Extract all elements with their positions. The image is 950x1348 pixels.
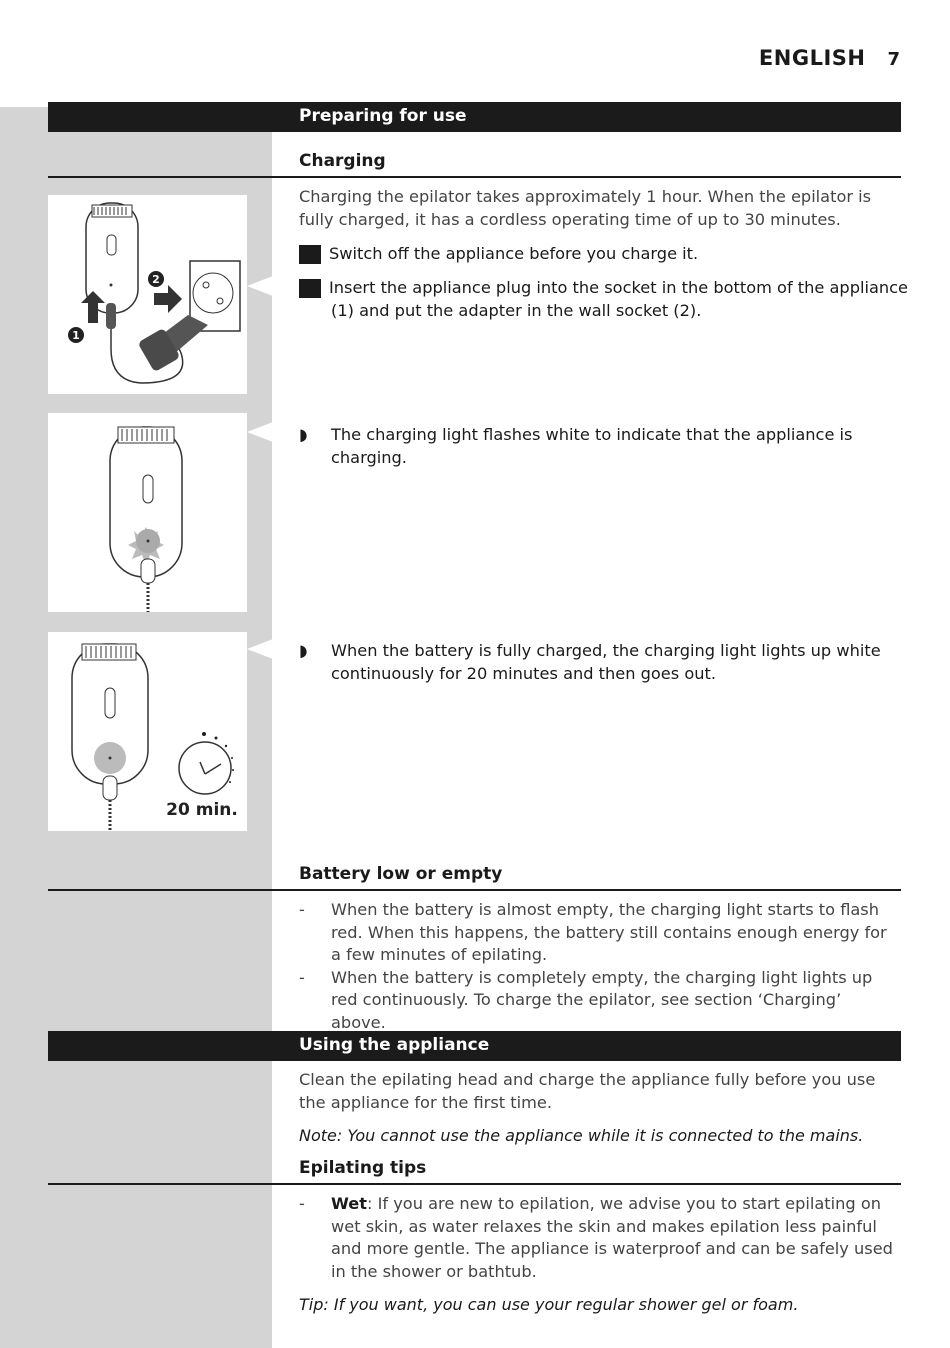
result-marker: ◗ bbox=[299, 641, 308, 660]
section-bar-using bbox=[48, 1031, 901, 1061]
svg-text:2: 2 bbox=[152, 273, 160, 286]
result-text: When the battery is fully charged, the charging light lights up white continuously for 20 minutes and then goes out. bbox=[331, 641, 881, 683]
heading-rule bbox=[48, 176, 901, 178]
figure-fully-charged bbox=[48, 632, 247, 831]
epilator-plug-illustration bbox=[48, 195, 247, 394]
section-title: Preparing for use bbox=[299, 106, 467, 126]
step-number: 2 bbox=[299, 279, 321, 298]
list-item: - When the battery is almost empty, the charging light starts to flash red. When this happens, the battery still contains enough energy for a few minutes of epilating. bbox=[299, 900, 887, 964]
result-1 bbox=[299, 423, 911, 469]
battery-heading: Battery low or empty bbox=[299, 864, 503, 884]
page-header bbox=[759, 46, 900, 70]
list-item: - Wet: If you are new to epilation, we advise you to start epilating on wet skin, as water relaxes the skin and makes epilation less painful and more gentle. The appliance is waterproof and can be safely used in the shower or bathtub. bbox=[299, 1194, 893, 1281]
step-2 bbox=[289, 276, 911, 322]
step-number: 1 bbox=[299, 245, 321, 264]
duration-label: 20 min. bbox=[166, 800, 238, 820]
figure-pointer bbox=[247, 276, 273, 296]
epilator-flashing-illustration bbox=[48, 413, 247, 612]
heading-rule bbox=[48, 889, 901, 891]
step-text: Switch off the appliance before you charge it. bbox=[329, 244, 699, 263]
heading-rule bbox=[48, 1183, 901, 1185]
step-text: Insert the appliance plug into the socket in the bottom of the appliance (1) and put the adapter in the wall socket (2). bbox=[329, 278, 909, 320]
svg-text:1: 1 bbox=[72, 329, 80, 342]
figure-charging-flash bbox=[48, 413, 247, 612]
figure-pointer bbox=[247, 639, 273, 659]
figure-pointer bbox=[247, 422, 273, 442]
result-marker: ◗ bbox=[299, 425, 308, 444]
epilator-charged-illustration bbox=[48, 632, 247, 831]
result-2 bbox=[299, 639, 931, 685]
language-label: ENGLISH bbox=[758, 46, 866, 70]
battery-list bbox=[299, 899, 889, 1034]
tips-heading: Epilating tips bbox=[299, 1158, 427, 1178]
tips-list bbox=[299, 1193, 899, 1283]
wet-label: Wet bbox=[331, 1194, 367, 1213]
tip-note: Tip: If you want, you can use your regular shower gel or foam. bbox=[299, 1295, 799, 1314]
using-note: Note: You cannot use the appliance while it is connected to the mains. bbox=[299, 1126, 864, 1145]
figure-plug-in bbox=[48, 195, 247, 394]
using-intro: Clean the epilating head and charge the appliance fully before you use the appliance for the first time. bbox=[299, 1070, 876, 1112]
section-title: Using the appliance bbox=[299, 1035, 490, 1055]
charging-intro: Charging the epilator takes approximately 1 hour. When the epilator is fully charged, it has a cordless operating time of up to 30 minutes. bbox=[299, 187, 872, 229]
page-number: 7 bbox=[887, 49, 900, 70]
step-1 bbox=[289, 242, 911, 265]
section-bar-preparing bbox=[48, 102, 901, 132]
list-item: - When the battery is completely empty, the charging light lights up red continuously. To charge the epilator, see section ‘Charging’ above. bbox=[299, 967, 873, 1032]
charging-heading: Charging bbox=[299, 151, 386, 171]
result-text: The charging light flashes white to indicate that the appliance is charging. bbox=[331, 425, 853, 467]
